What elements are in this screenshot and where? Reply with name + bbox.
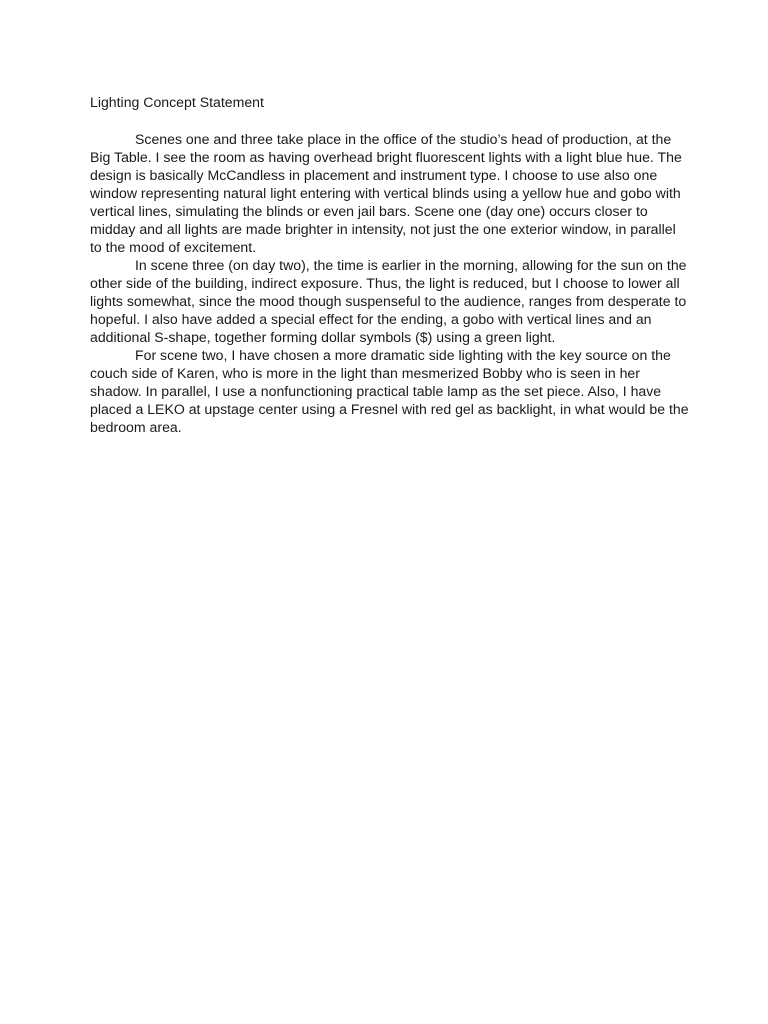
paragraph-scene-three: In scene three (on day two), the time is earlier in the morning, allowing for the sun on the other side of the building, indirect exposure. Thus, the light is reduced, but I choose to lower all lights somewhat, since the mood though suspenseful to the audience, ranges from desperate to hopeful. I also have added a special effect for the ending, a gobo with vertical lines and an additional S-shape, together forming dollar symbols ($) using a green light.	[90, 257, 687, 345]
paragraph-scenes-one-three: Scenes one and three take place in the office of the studio’s head of production, at the Big Table. I see the room as having overhead bright fluorescent lights with a light blue hue. The design is basically McCandless in placement and instrument type. I choose to use also one window representing natural light entering with vertical blinds using a yellow hue and gobo with vertical lines, simulating the blinds or even jail bars. Scene one (day one) occurs closer to midday and all lights are made brighter in intensity, not just the one exterior window, in parallel to the mood of excitement.	[90, 131, 682, 255]
document-body	[90, 93, 690, 436]
paragraph-scene-two: For scene two, I have chosen a more dramatic side lighting with the key source on the couch side of Karen, who is more in the light than mesmerized Bobby who is seen in her shadow. In parallel, I use a nonfunctioning practical table lamp as the set piece. Also, I have placed a LEKO at upstage center using a Fresnel with red gel as backlight, in what would be the bedroom area.	[90, 347, 689, 435]
document-title: Lighting Concept Statement	[90, 94, 264, 110]
